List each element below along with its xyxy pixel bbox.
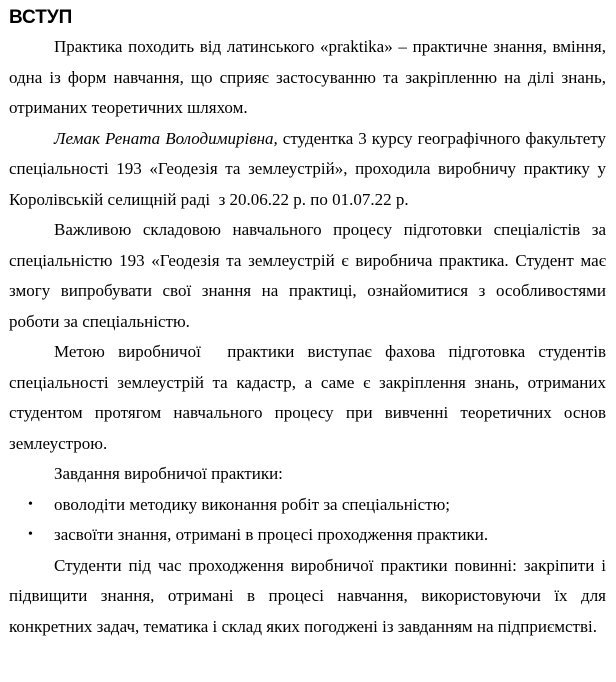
student-details: студентка 3 курсу географічного факультету спеціальності 193 «Геодезія та землеустрій», проходила виробничу практику у Королівській селищній раді з 20.06.22 р. по 01.07.22 р. (9, 128, 611, 209)
bullet-icon: • (28, 527, 33, 542)
section-heading: ВСТУП (9, 7, 73, 28)
paragraph-intro: Практика походить від латинського «praktika» – практичне знання, вміння, одна із форм навчання, що сприяє застосуванню та закріпленню на ділі знань, отриманих теоретичних шляхом. (9, 37, 611, 117)
paragraph-student (9, 124, 611, 216)
paragraph-requirements: Студенти під час проходження виробничої практики повинні: закріпити і підвищити знання, отримані в процесі навчання, використовуючи їх для конкретних задач, тематика і склад яких погоджені із завданням на підприємстві. (9, 555, 611, 636)
list-item-text: засвоїти знання, отримані в процесі проходження практики. (54, 525, 489, 544)
list-item (9, 520, 606, 551)
bullet-icon: • (28, 496, 33, 512)
student-name: Лемак Рената Володимирівна, (54, 128, 278, 148)
tasks-list (9, 490, 606, 551)
document-page (9, 6, 611, 642)
paragraph-goal: Метою виробничої практики виступає фахова підготовка студентів спеціальності землеустрій та кадастр, а саме є закріплення знань, отриманих студентом протягом навчального процесу при вивченні теоретичних основ землеустрою. (9, 342, 611, 453)
paragraph-importance: Важливою складовою навчального процесу підготовки спеціалістів за спеціальністю 193 «Геодезія та землеустрій є виробнича практика. Студент має змогу випробувати свої знання на практиці, ознайомитися з особливостями роботи за спеціальністю. (9, 220, 611, 331)
list-item (9, 490, 606, 521)
list-item-text: оволодіти методику виконання робіт за спеціальністю; (54, 494, 451, 514)
paragraph-tasks-title: Завдання виробничої практики: (54, 464, 283, 483)
